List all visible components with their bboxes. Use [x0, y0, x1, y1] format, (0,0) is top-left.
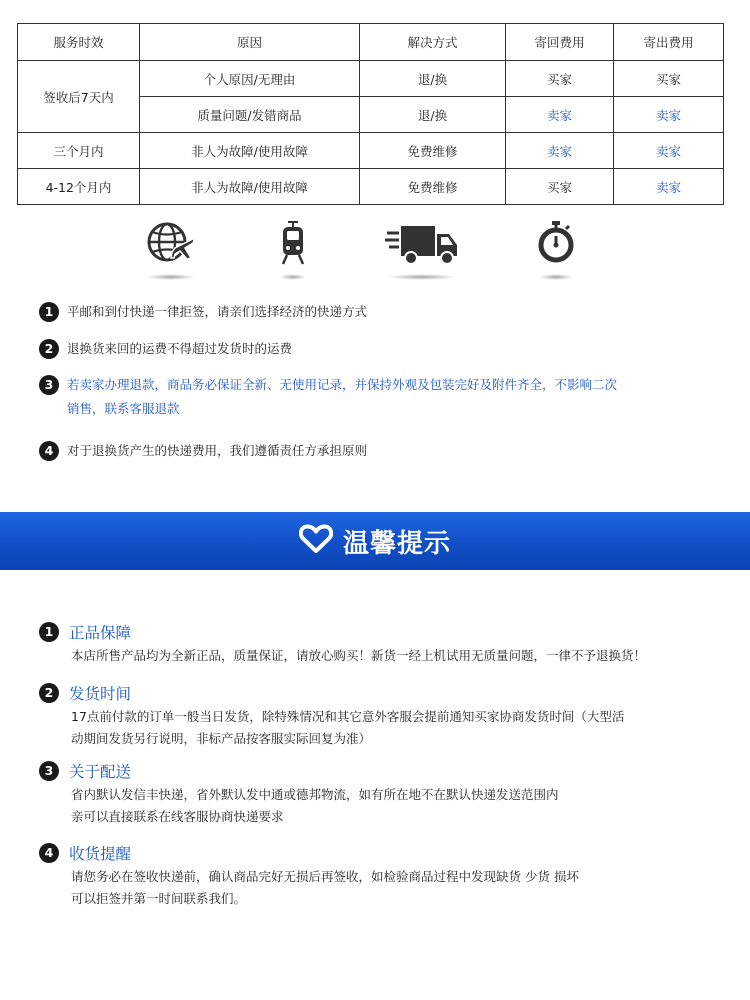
- send-fee-cell: 买家: [614, 61, 724, 97]
- reason-cell: 个人原因/无理由: [140, 61, 360, 97]
- note-item: [39, 439, 367, 463]
- note-number: 3: [39, 375, 59, 395]
- solution-cell: 退/换: [360, 61, 506, 97]
- tip-number: 2: [39, 683, 59, 703]
- tip-body: [71, 706, 729, 750]
- send-fee-cell: 卖家: [614, 97, 724, 133]
- note-item: [39, 300, 367, 324]
- tip-line: 请您务必在签收快递前，确认商品完好无损后再签收，如检验商品过程中发现缺货 少货 损坏: [71, 869, 579, 884]
- tip-title: 关于配送: [69, 763, 132, 781]
- tip-body: [71, 784, 729, 828]
- send-fee-cell: 卖家: [614, 169, 724, 205]
- heart-outline-icon: [299, 524, 333, 558]
- table-row: [18, 133, 724, 169]
- note-number: 2: [39, 339, 59, 359]
- period-cell: 4-12个月内: [18, 169, 140, 205]
- tip-number: 4: [39, 843, 59, 863]
- solution-cell: 免费维修: [360, 169, 506, 205]
- note-line: 若卖家办理退款，商品务必保证全新、无使用记录，并保持外观及包装完好及附件齐全，不影响二次: [67, 377, 618, 392]
- tip-line: 17点前付款的订单一般当日发货，除特殊情况和其它意外客服会提前通知买家协商发货时间（大型活: [71, 709, 625, 724]
- note-number: 1: [39, 302, 59, 322]
- table-row: [18, 61, 724, 97]
- table-header-cell: 寄出费用: [614, 24, 724, 61]
- tip-line: 亲可以直接联系在线客服协商快递要求: [71, 809, 284, 824]
- return-fee-cell: 卖家: [506, 97, 614, 133]
- tip-line: 动期间发货另行说明，非标产品按客服实际回复为准）: [71, 731, 372, 746]
- tip-title: 收货提醒: [69, 845, 132, 863]
- solution-cell: 免费维修: [360, 133, 506, 169]
- table-header-cell: 原因: [140, 24, 360, 61]
- note-item: [39, 373, 617, 421]
- stopwatch-icon: [537, 218, 575, 274]
- tip-item: [39, 760, 729, 828]
- period-cell: 三个月内: [18, 133, 140, 169]
- reason-cell: 质量问题/发错商品: [140, 97, 360, 133]
- tip-title: 发货时间: [69, 685, 132, 703]
- tip-number: 1: [39, 622, 59, 642]
- tip-item: [39, 682, 729, 750]
- period-cell: 签收后7天内: [18, 61, 140, 133]
- tip-item: [39, 842, 729, 910]
- solution-cell: 退/换: [360, 97, 506, 133]
- note-text: 平邮和到付快递一律拒签，请亲们选择经济的快递方式: [67, 304, 368, 319]
- table-header-cell: 解决方式: [360, 24, 506, 61]
- tip-number: 3: [39, 761, 59, 781]
- table-row: [18, 169, 724, 205]
- table-header-cell: 寄回费用: [506, 24, 614, 61]
- note-text: 对于退换货产生的快递费用，我们遵循责任方承担原则: [67, 443, 368, 458]
- note-text: [67, 373, 617, 421]
- note-number: 4: [39, 441, 59, 461]
- tip-item: [39, 621, 729, 667]
- return-policy-table: [17, 23, 724, 205]
- tip-line: 省内默认发信丰快递，省外默认发中通或德邦物流，如有所在地不在默认快递发送范围内: [71, 787, 559, 802]
- note-text: 退换货来回的运费不得超过发货时的运费: [67, 341, 293, 356]
- banner-title: 温馨提示: [342, 528, 451, 559]
- globe-plane-icon: [145, 218, 197, 274]
- tip-line: 本店所售产品均为全新正品，质量保证，请放心购买！新货一经上机试用无质量问题，一律不予退换货！: [71, 648, 647, 663]
- tip-body: [71, 866, 729, 910]
- table-header-row: [18, 24, 724, 61]
- train-icon: [279, 218, 307, 274]
- return-fee-cell: 卖家: [506, 133, 614, 169]
- tip-title: 正品保障: [69, 624, 132, 642]
- send-fee-cell: 卖家: [614, 133, 724, 169]
- table-header-cell: 服务时效: [18, 24, 140, 61]
- tip-line: 可以拒签并第一时间联系我们。: [71, 891, 247, 906]
- delivery-truck-icon: [385, 218, 459, 274]
- reason-cell: 非人为故障/使用故障: [140, 169, 360, 205]
- reason-cell: 非人为故障/使用故障: [140, 133, 360, 169]
- note-item: [39, 337, 292, 361]
- tip-body: [71, 645, 729, 667]
- return-fee-cell: 买家: [506, 169, 614, 205]
- return-fee-cell: 买家: [506, 61, 614, 97]
- warm-tips-banner: [0, 512, 750, 570]
- note-line: 销售，联系客服退款: [67, 401, 180, 416]
